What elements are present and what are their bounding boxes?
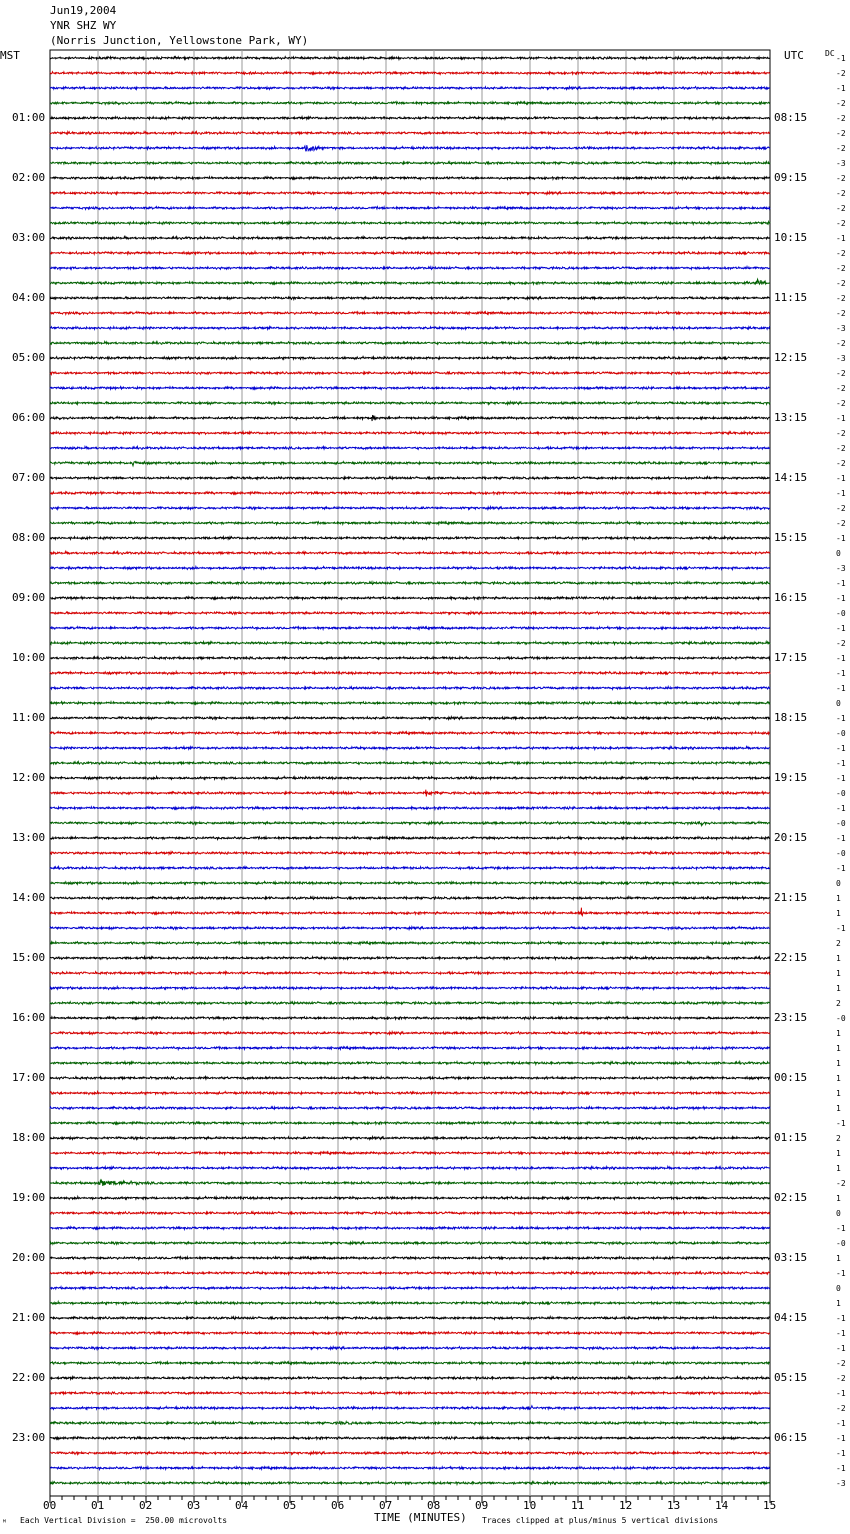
dc-offset-value: -1 [836,54,846,63]
right-hour-label: 18:15 [774,711,808,724]
dc-offset-value: 1 [836,1164,841,1173]
dc-offset-value: -2 [836,639,846,648]
dc-offset-value: 1 [836,954,841,963]
trace-line [50,790,770,797]
trace-line [50,1227,770,1230]
trace-line [50,1107,770,1110]
trace-line [50,507,770,510]
trace-line [50,72,770,75]
right-hour-label: 05:15 [774,1371,808,1384]
trace-line [50,447,770,450]
dc-offset-value: -1 [836,84,846,93]
x-tick-label: 10 [523,1499,537,1512]
right-hour-label: 12:15 [774,351,808,364]
dc-offset-value: 1 [836,1059,841,1068]
dc-offset-value: -2 [836,279,846,288]
right-hour-label: 02:15 [774,1191,808,1204]
trace-line [50,612,770,615]
dc-offset-value: -2 [836,174,846,183]
trace-line [50,432,770,435]
dc-offset-value: 1 [836,1089,841,1098]
dc-offset-value: -0 [836,819,846,828]
trace-line [50,162,770,165]
dc-offset-value: -2 [836,264,846,273]
chart-date: Jun19,2004 [50,4,117,17]
dc-offset-value: -1 [836,594,846,603]
dc-offset-value: -2 [836,294,846,303]
dc-offset-value: -3 [836,324,846,333]
dc-offset-value: -1 [836,669,846,678]
dc-offset-value: 1 [836,984,841,993]
dc-offset-value: 1 [836,909,841,918]
x-tick-label: 02 [139,1499,153,1512]
dc-offset-value: -1 [836,534,846,543]
trace-line [50,522,770,525]
dc-offset-value: -1 [836,1389,846,1398]
trace-line [50,537,770,540]
trace-line [50,867,770,870]
x-axis-title: TIME (MINUTES) [374,1511,467,1524]
dc-offset-value: -1 [836,624,846,633]
dc-offset-value: -1 [836,744,846,753]
trace-line [50,132,770,135]
dc-offset-value: -3 [836,1479,846,1488]
right-hour-label: 17:15 [774,651,808,664]
dc-offset-header: DC [825,49,835,58]
dc-offset-value: -1 [836,234,846,243]
dc-offset-value: -1 [836,1344,846,1353]
trace-line [50,416,770,422]
dc-offset-value: -2 [836,99,846,108]
trace-line [50,492,770,495]
trace-line [50,672,770,675]
trace-line [50,1406,770,1410]
trace-line [50,1392,770,1395]
dc-offset-value: 1 [836,894,841,903]
left-hour-label: 17:00 [12,1071,46,1084]
x-tick-label: 00 [43,1499,57,1512]
left-hour-label: 10:00 [12,651,46,664]
x-tick-label: 09 [475,1499,489,1512]
x-tick-label: 11 [571,1499,585,1512]
dc-offset-value: -2 [836,504,846,513]
trace-line [50,1092,770,1095]
left-hour-label: 19:00 [12,1191,46,1204]
right-hour-label: 20:15 [774,831,808,844]
right-timezone-label: UTC [784,49,804,62]
trace-line [50,1272,770,1275]
trace-line [50,882,770,885]
trace-line [50,342,770,345]
dc-offset-value: -1 [836,1419,846,1428]
trace-line [50,1017,770,1020]
trace-line [50,957,770,960]
dc-offset-value: -1 [836,489,846,498]
trace-line [50,327,770,330]
left-hour-label: 03:00 [12,231,46,244]
x-tick-label: 05 [283,1499,297,1512]
trace-line [50,222,770,225]
trace-line [50,279,770,284]
dc-offset-value: -2 [836,1404,846,1413]
trace-line [50,822,770,826]
trace-line [50,777,770,780]
dc-offset-value: -2 [836,189,846,198]
trace-line [50,87,770,90]
trace-line [50,1137,770,1140]
dc-offset-value: -1 [836,714,846,723]
trace-line [50,297,770,300]
right-hour-label: 19:15 [774,771,808,784]
dc-offset-value: 2 [836,939,841,948]
dc-offset-value: -2 [836,129,846,138]
left-hour-label: 13:00 [12,831,46,844]
trace-line [50,267,770,270]
trace-line [50,1047,770,1050]
trace-line [50,1302,770,1305]
dc-offset-value: -2 [836,249,846,258]
dc-offset-value: -1 [836,579,846,588]
dc-offset-value: -1 [836,924,846,933]
dc-offset-value: -0 [836,1239,846,1248]
trace-line [50,1181,770,1186]
dc-offset-value: -1 [836,1434,846,1443]
x-tick-label: 14 [715,1499,729,1512]
dc-offset-value: 1 [836,1254,841,1263]
left-hour-label: 15:00 [12,951,46,964]
right-hour-label: 10:15 [774,231,808,244]
left-hour-label: 14:00 [12,891,46,904]
trace-line [50,747,770,750]
left-hour-label: 18:00 [12,1131,46,1144]
right-hour-label: 15:15 [774,531,808,544]
dc-offset-value: -1 [836,774,846,783]
dc-offset-value: -2 [836,444,846,453]
left-hour-label: 08:00 [12,531,46,544]
trace-line [50,207,770,210]
trace-line [50,1467,770,1470]
trace-line [50,1242,770,1245]
dc-offset-value: -2 [836,69,846,78]
trace-line [50,1152,770,1155]
left-hour-label: 23:00 [12,1431,46,1444]
left-hour-label: 16:00 [12,1011,46,1024]
right-hour-label: 08:15 [774,111,808,124]
dc-offset-value: 1 [836,969,841,978]
x-tick-label: 01 [91,1499,105,1512]
x-tick-label: 13 [667,1499,681,1512]
right-hour-label: 01:15 [774,1131,808,1144]
x-tick-label: 03 [187,1499,201,1512]
left-hour-label: 11:00 [12,711,46,724]
trace-line [50,582,770,585]
dc-offset-value: -1 [836,414,846,423]
dc-offset-value: -0 [836,789,846,798]
dc-offset-value: -2 [836,1179,846,1188]
left-hour-label: 06:00 [12,411,46,424]
dc-offset-value: -3 [836,354,846,363]
dc-offset-value: 1 [836,1194,841,1203]
trace-line [50,908,770,916]
trace-line [50,762,770,765]
trace-line [50,462,770,466]
dc-offset-value: -1 [836,834,846,843]
trace-line [50,1197,770,1200]
trace-line [50,1362,770,1365]
trace-line [50,477,770,480]
trace-line [50,552,770,555]
trace-line [50,597,770,600]
trace-line [50,1032,770,1035]
dc-offset-value: -0 [836,849,846,858]
dc-offset-value: 0 [836,879,841,888]
right-hour-label: 14:15 [774,471,808,484]
trace-line [50,1077,770,1080]
right-hour-label: 00:15 [774,1071,808,1084]
dc-offset-value: -1 [836,654,846,663]
dc-offset-value: 0 [836,1284,841,1293]
right-hour-label: 23:15 [774,1011,808,1024]
trace-line [50,312,770,315]
trace-line [50,1287,770,1290]
dc-offset-value: -1 [836,1119,846,1128]
trace-line [50,927,770,930]
trace-line [50,177,770,180]
trace-line [50,1317,770,1320]
dc-offset-value: -2 [836,1374,846,1383]
trace-line [50,702,770,705]
trace-line [50,987,770,990]
trace-line [50,387,770,390]
dc-offset-value: -2 [836,519,846,528]
right-hour-label: 11:15 [774,291,808,304]
trace-line [50,117,770,120]
right-hour-label: 21:15 [774,891,808,904]
dc-offset-value: -2 [836,384,846,393]
left-hour-label: 09:00 [12,591,46,604]
trace-line [50,192,770,195]
trace-line [50,807,770,810]
trace-line [50,897,770,900]
dc-offset-value: -1 [836,804,846,813]
x-tick-label: 15 [763,1499,777,1512]
dc-offset-value: 0 [836,699,841,708]
dc-offset-value: -2 [836,429,846,438]
trace-line [50,1332,770,1335]
corner-mark: ᴹ [2,1518,7,1527]
dc-offset-value: -1 [836,684,846,693]
right-hour-label: 16:15 [774,591,808,604]
left-timezone-label: MST [0,49,20,62]
trace-line [50,1122,770,1125]
dc-offset-value: -1 [836,1224,846,1233]
trace-line [50,837,770,840]
x-tick-label: 04 [235,1499,249,1512]
right-hour-label: 03:15 [774,1251,808,1264]
trace-line [50,1452,770,1455]
trace-line [50,372,770,375]
trace-line [50,567,770,570]
trace-line [50,942,770,945]
trace-line [50,357,770,360]
trace-line [50,1167,770,1170]
dc-offset-value: -2 [836,369,846,378]
dc-offset-value: 1 [836,1074,841,1083]
left-hour-label: 12:00 [12,771,46,784]
left-hour-label: 22:00 [12,1371,46,1384]
dc-offset-value: 1 [836,1299,841,1308]
trace-line [50,1257,770,1260]
dc-offset-value: -3 [836,159,846,168]
x-tick-label: 07 [379,1499,393,1512]
trace-line [50,1482,770,1485]
right-hour-label: 06:15 [774,1431,808,1444]
dc-offset-value: -2 [836,309,846,318]
dc-offset-value: 0 [836,1209,841,1218]
x-tick-label: 08 [427,1499,441,1512]
trace-line [50,402,770,405]
dc-offset-value: -1 [836,1269,846,1278]
right-hour-label: 09:15 [774,171,808,184]
dc-offset-value: -0 [836,609,846,618]
dc-offset-value: 2 [836,999,841,1008]
dc-offset-value: 0 [836,549,841,558]
dc-offset-value: 1 [836,1104,841,1113]
trace-line [50,972,770,975]
dc-offset-value: 1 [836,1149,841,1158]
dc-offset-value: 1 [836,1044,841,1053]
dc-offset-value: -1 [836,864,846,873]
right-hour-label: 13:15 [774,411,808,424]
trace-line [50,627,770,630]
trace-line [50,1062,770,1065]
dc-offset-value: -1 [836,1329,846,1338]
trace-line [50,642,770,645]
dc-offset-value: -2 [836,399,846,408]
left-hour-label: 20:00 [12,1251,46,1264]
left-hour-label: 04:00 [12,291,46,304]
dc-offset-value: -0 [836,729,846,738]
dc-offset-value: -1 [836,1449,846,1458]
trace-line [50,732,770,735]
left-hour-label: 07:00 [12,471,46,484]
x-tick-label: 06 [331,1499,345,1512]
left-hour-label: 02:00 [12,171,46,184]
right-hour-label: 22:15 [774,951,808,964]
dc-offset-value: -2 [836,219,846,228]
trace-line [50,237,770,240]
right-hour-label: 04:15 [774,1311,808,1324]
left-hour-label: 05:00 [12,351,46,364]
trace-line [50,687,770,690]
dc-offset-value: -1 [836,759,846,768]
dc-offset-value: -2 [836,144,846,153]
trace-line [50,145,770,151]
dc-offset-value: 2 [836,1134,841,1143]
trace-line [50,1421,770,1425]
trace-line [50,657,770,660]
trace-line [50,57,770,60]
trace-line [50,1212,770,1215]
x-tick-label: 12 [619,1499,633,1512]
dc-offset-value: -2 [836,204,846,213]
dc-offset-value: 1 [836,1029,841,1038]
trace-line [50,1347,770,1350]
trace-line [50,1377,770,1380]
dc-offset-value: -2 [836,114,846,123]
trace-line [50,1002,770,1005]
trace-line [50,1437,770,1440]
trace-line [50,717,770,720]
trace-line [50,252,770,255]
trace-line [50,102,770,105]
station-code: YNR SHZ WY [50,19,117,32]
vertical-scale-note: Each Vertical Division = 250.00 microvolts [20,1516,228,1525]
dc-offset-value: -2 [836,1359,846,1368]
left-hour-label: 21:00 [12,1311,46,1324]
dc-offset-value: -0 [836,1014,846,1023]
dc-offset-value: -3 [836,564,846,573]
left-hour-label: 01:00 [12,111,46,124]
dc-offset-value: -1 [836,1464,846,1473]
dc-offset-value: -1 [836,1314,846,1323]
trace-line [50,852,770,855]
dc-offset-value: -1 [836,474,846,483]
clipping-note: Traces clipped at plus/minus 5 vertical divisions [482,1516,719,1525]
station-location: (Norris Junction, Yellowstone Park, WY) [50,34,309,47]
dc-offset-value: -2 [836,339,846,348]
dc-offset-value: -2 [836,459,846,468]
